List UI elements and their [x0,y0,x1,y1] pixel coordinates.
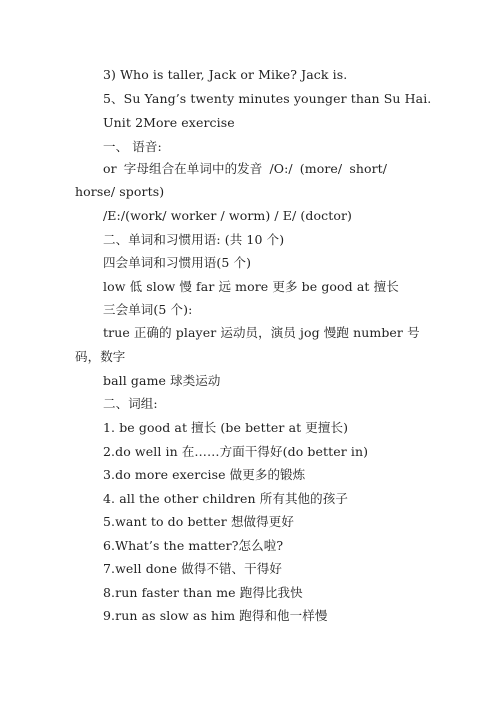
text-line-exercise-answer-3: 3) Who is taller, Jack or Mike? Jack is. [103,67,348,82]
phrase-item-2: 2.do well in 在……方面干得好(do better in) [103,444,369,459]
phrase-item-7: 7.well done 做得不错、干得好 [103,561,282,576]
unit-heading: Unit 2More exercise [103,115,235,130]
section-heading-vocabulary: 二、单词和习惯用语: (共 10 个) [103,232,285,247]
vocabulary-line-three-skill: true 正确的 player 运动员，演员 jog 慢跑 number 号 [103,325,420,340]
subheading-four-skill-words: 四会单词和习惯用语(5 个) [103,255,252,270]
phonetics-line-2: /E:/(work/ worker / worm) / E/ (doctor) [103,208,353,223]
phrase-item-6: 6.What’s the matter?怎么啦? [103,538,284,553]
phonetics-line-1-cont: horse/ sports) [75,184,165,199]
phonetics-line-1: or 字母组合在单词中的发音 /O:/ (more/ short/ [103,161,388,176]
vocabulary-line-ball-game: ball game 球类运动 [103,373,221,388]
subheading-three-skill-words: 三会单词(5 个): [103,302,193,317]
phrase-item-3: 3.do more exercise 做更多的锻炼 [103,467,306,482]
phrase-item-5: 5.want to do better 想做得更好 [103,514,294,529]
phrase-item-4: 4. all the other children 所有其他的孩子 [103,491,348,506]
phrase-item-1: 1. be good at 擅长 (be better at 更擅长) [103,420,349,435]
vocabulary-line-three-skill-cont: 码，数字 [75,349,126,364]
phrase-item-9: 9.run as slow as him 跑得和他一样慢 [103,608,328,623]
section-heading-phrases: 二、词组: [103,396,158,411]
section-heading-phonetics: 一、 语音: [103,139,162,154]
phrase-item-8: 8.run faster than me 跑得比我快 [103,585,303,600]
vocabulary-line-four-skill: low 低 slow 慢 far 远 more 更多 be good at 擅长 [103,279,399,294]
text-line-exercise-answer-5: 5、Su Yang’s twenty minutes younger than Su Hai. [103,91,432,106]
